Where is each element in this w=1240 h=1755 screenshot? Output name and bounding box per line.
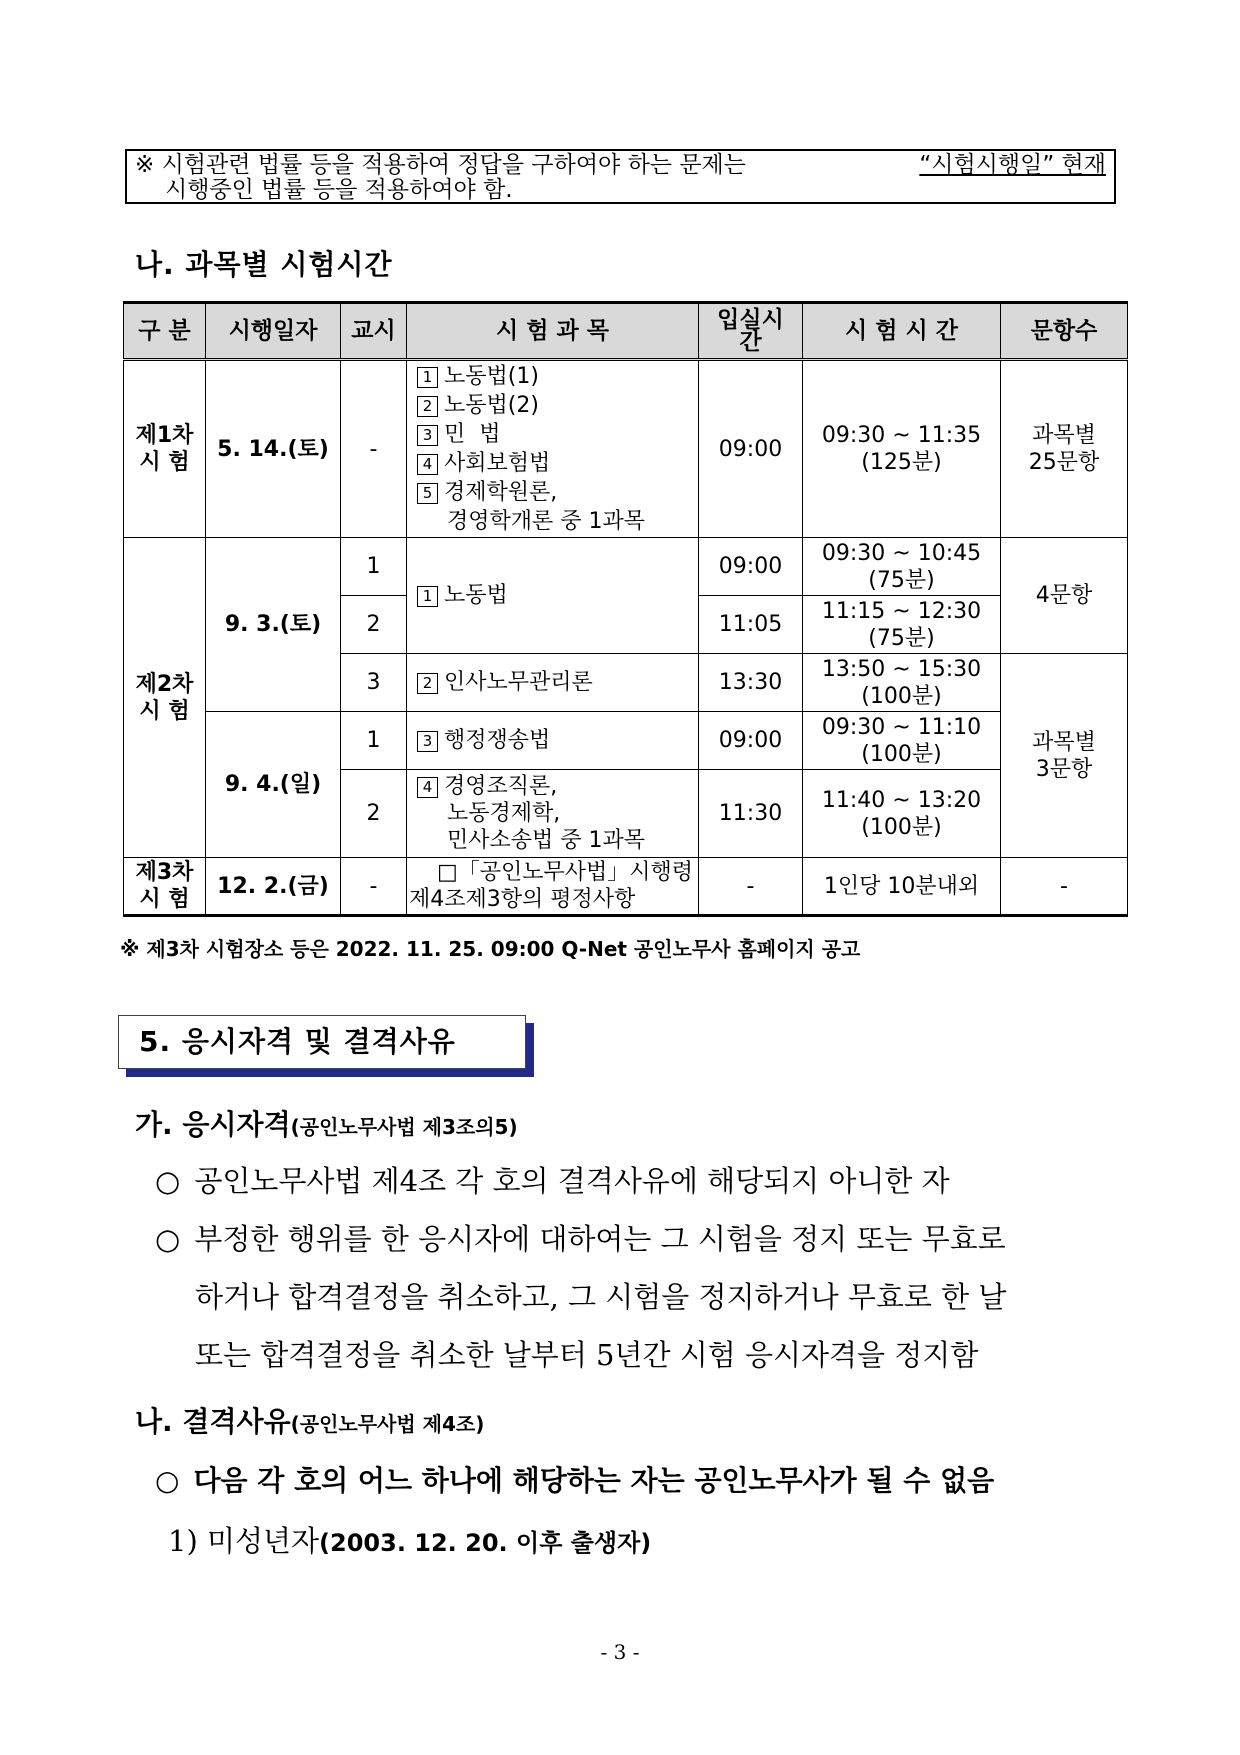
exam-schedule-table (123, 301, 1128, 917)
exam1-subjects: 1 노동법(1) 2 노동법(2) 3 민 법 4 사회보험법 5 경제학원론, 경영학개론 중 1과목 (407, 360, 699, 538)
exam2-label: 제2차 시 험 (124, 538, 206, 858)
exam2-date1: 9. 3.(토) (206, 538, 341, 712)
exam2-period: 3 (341, 654, 407, 712)
notice-underlined: “시험시행일” 현재 (919, 152, 1106, 178)
header-date: 시행일자 (206, 303, 341, 360)
exam2-entry: 11:30 (699, 770, 803, 858)
page-number: - 3 - (600, 1640, 640, 1664)
header-exam-time: 시 험 시 간 (803, 303, 1001, 360)
section-exam-time-title: 나. 과목별 시험시간 (135, 248, 393, 281)
exam2-subject-hr: 2 인사노무관리론 (407, 654, 699, 712)
exam3-label: 제3차 시 험 (124, 858, 206, 916)
notice-line2: 시행중인 법률 등을 적용하여야 함. (165, 177, 513, 203)
exam2-period: 1 (341, 538, 407, 596)
exam2-subject-last: 4 경영조직론, 노동경제학, 민사소송법 중 1과목 (407, 770, 699, 858)
exam2-time: 09:30 ~ 11:10 (100분) (803, 712, 1001, 770)
exam2-entry: 11:05 (699, 596, 803, 654)
exam3-entry: - (699, 858, 803, 916)
exam2-subject-labor: 1 노동법 (407, 538, 699, 654)
ga-item1: ○ 공인노무사법 제4조 각 호의 결격사유에 해당되지 아니한 자 (155, 1164, 950, 1198)
exam2-entry: 13:30 (699, 654, 803, 712)
exam3-count: - (1001, 858, 1128, 916)
exam2-period: 1 (341, 712, 407, 770)
header-entry-time: 입실시간 (699, 303, 803, 360)
exam1-time: 09:30 ~ 11:35 (125분) (803, 360, 1001, 538)
subsection-na: 나. 결격사유(공인노무사법 제4조) (135, 1405, 485, 1438)
exam2-entry: 09:00 (699, 538, 803, 596)
exam2-time: 11:40 ~ 13:20 (100분) (803, 770, 1001, 858)
exam3-date: 12. 2.(금) (206, 858, 341, 916)
exam2-time: 13:50 ~ 15:30 (100분) (803, 654, 1001, 712)
notice-line1: ※ 시험관련 법률 등을 적용하여 정답을 구하여야 하는 문제는 (135, 152, 746, 178)
na-item: ○ 다음 각 호의 어느 하나에 해당하는 자는 공인노무사가 될 수 없음 (155, 1464, 995, 1497)
header-category: 구 분 (124, 303, 206, 360)
exam3-subject: □「공인노무사법」시행령 제4조제3항의 평정사항 (407, 858, 699, 916)
exam1-period: - (341, 360, 407, 538)
na-sub-item1: 1) 미성년자(2003. 12. 20. 이후 출생자) (168, 1524, 652, 1558)
exam2-count-b: 과목별 3문항 (1001, 654, 1128, 858)
exam1-entry: 09:00 (699, 360, 803, 538)
exam3-period: - (341, 858, 407, 916)
exam2-entry: 09:00 (699, 712, 803, 770)
exam1-date: 5. 14.(토) (206, 360, 341, 538)
exam2-subject-admin: 3 행정쟁송법 (407, 712, 699, 770)
table-row (124, 712, 1128, 770)
table-row (124, 858, 1128, 916)
exam3-time: 1인당 10분내외 (803, 858, 1001, 916)
exam1-count: 과목별 25문항 (1001, 360, 1128, 538)
exam2-date2: 9. 4.(일) (206, 712, 341, 858)
header-question-count: 문항수 (1001, 303, 1128, 360)
subsection-ga: 가. 응시자격(공인노무사법 제3조의5) (135, 1108, 518, 1141)
footnote: ※ 제3차 시험장소 등은 2022. 11. 25. 09:00 Q-Net 공인노무사 홈페이지 공고 (120, 937, 861, 961)
table-header-row (124, 303, 1128, 360)
exam2-count-a: 4문항 (1001, 538, 1128, 654)
notice-box (125, 149, 1116, 204)
exam2-time: 09:30 ~ 10:45 (75분) (803, 538, 1001, 596)
table-row (124, 538, 1128, 596)
header-subject: 시 험 과 목 (407, 303, 699, 360)
header-period: 교시 (341, 303, 407, 360)
exam2-period: 2 (341, 770, 407, 858)
table-row (124, 360, 1128, 538)
ga-item2: ○ 부정한 행위를 한 응시자에 대하여는 그 시험을 정지 또는 무효로 하거나 합격결정을 취소하고, 그 시험을 정지하거나 무효로 한 날 또는 합격결정을 취소한 날부터 5년간 시험 응시자격을 정지함 (155, 1222, 1007, 1372)
exam2-time: 11:15 ~ 12:30 (75분) (803, 596, 1001, 654)
exam1-label: 제1차 시 험 (124, 360, 206, 538)
section5-title: 5. 응시자격 및 결격사유 (118, 1015, 526, 1069)
exam2-period: 2 (341, 596, 407, 654)
